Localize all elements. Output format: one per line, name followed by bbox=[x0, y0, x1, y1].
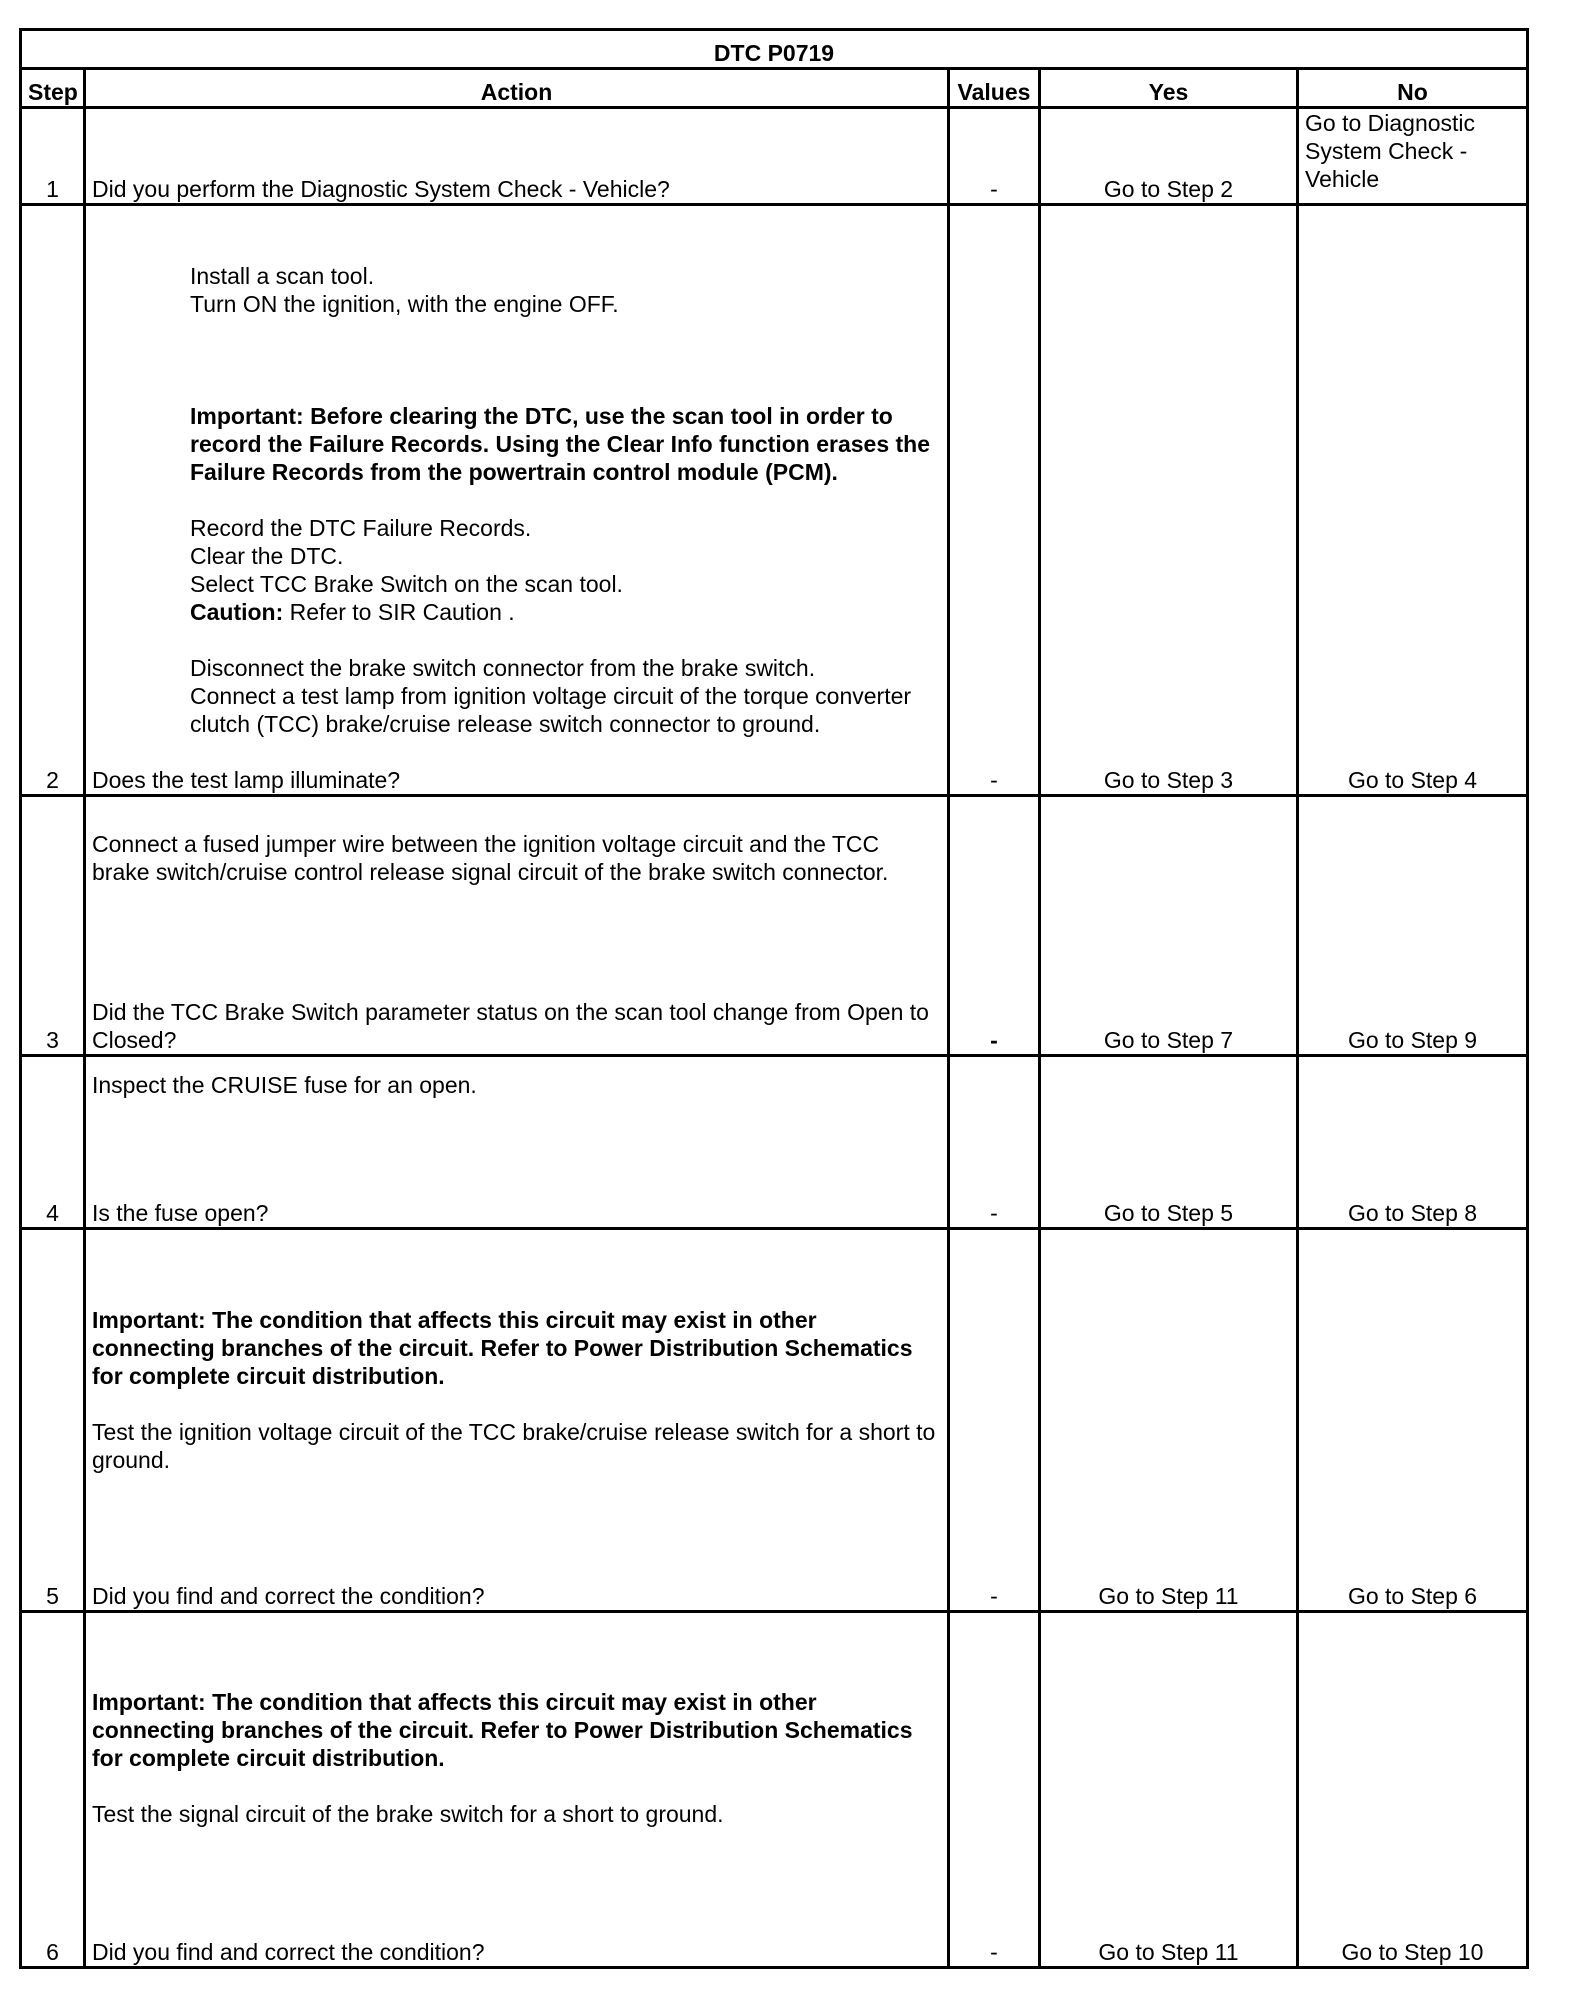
table-row-step-4 bbox=[21, 1056, 1528, 1229]
action-line: Select TCC Brake Switch on the scan tool. bbox=[190, 571, 623, 597]
action-question: Did you perform the Diagnostic System Check - Vehicle? bbox=[92, 176, 670, 202]
no-cell: Go to Step 4 bbox=[1298, 205, 1528, 796]
yes-cell: Go to Step 11 bbox=[1040, 1229, 1298, 1612]
action-line: Clear the DTC. bbox=[190, 543, 344, 569]
action-line: Turn ON the ignition, with the engine OFF. bbox=[190, 291, 619, 317]
no-cell: Go to Step 10 bbox=[1298, 1612, 1528, 1968]
header-row bbox=[21, 69, 1528, 108]
values-cell: - bbox=[949, 1056, 1040, 1229]
action-cell bbox=[85, 1229, 949, 1612]
table-row-step-2 bbox=[21, 205, 1528, 796]
action-text: Connect a fused jumper wire between the ignition voltage circuit and the TCC brake switch/cruise control release signal circuit of the brake switch connector. bbox=[92, 831, 889, 885]
caution-note bbox=[190, 598, 941, 626]
action-question: Did you find and correct the condition? bbox=[92, 1583, 485, 1609]
action-cell bbox=[85, 205, 949, 796]
header-no: No bbox=[1298, 69, 1528, 108]
action-cell bbox=[85, 108, 949, 205]
action-question: Is the fuse open? bbox=[92, 1200, 269, 1226]
yes-cell: Go to Step 2 bbox=[1040, 108, 1298, 205]
table-row-step-1 bbox=[21, 108, 1528, 205]
values-cell: - bbox=[949, 1612, 1040, 1968]
yes-cell: Go to Step 3 bbox=[1040, 205, 1298, 796]
values-cell: - bbox=[949, 108, 1040, 205]
action-question: Did you find and correct the condition? bbox=[92, 1939, 485, 1965]
no-cell: Go to Step 8 bbox=[1298, 1056, 1528, 1229]
action-line: Record the DTC Failure Records. bbox=[190, 515, 532, 541]
caution-label: Caution: bbox=[190, 599, 284, 625]
action-text: Test the ignition voltage circuit of the TCC brake/cruise release switch for a short to ground. bbox=[92, 1419, 936, 1473]
values-cell: - bbox=[949, 796, 1040, 1056]
header-step: Step bbox=[21, 69, 85, 108]
action-question: Does the test lamp illuminate? bbox=[92, 767, 401, 793]
header-yes: Yes bbox=[1040, 69, 1298, 108]
values-cell: - bbox=[949, 205, 1040, 796]
action-text: Test the signal circuit of the brake switch for a short to ground. bbox=[92, 1801, 724, 1827]
caution-text: Refer to SIR Caution . bbox=[283, 599, 515, 625]
action-line: Disconnect the brake switch connector from the brake switch. bbox=[190, 655, 816, 681]
action-line: Install a scan tool. bbox=[190, 263, 375, 289]
important-note: Important: Before clearing the DTC, use the scan tool in order to record the Failure Records. Using the Clear Info function erases the Failure Records from the powertrain control module (PCM). bbox=[190, 403, 930, 485]
no-cell: Go to Step 9 bbox=[1298, 796, 1528, 1056]
step-number: 3 bbox=[21, 796, 85, 1056]
header-values: Values bbox=[949, 69, 1040, 108]
table-row-step-5 bbox=[21, 1229, 1528, 1612]
table-row-step-3 bbox=[21, 796, 1528, 1056]
step-number: 2 bbox=[21, 205, 85, 796]
title-row bbox=[21, 30, 1528, 69]
values-cell: - bbox=[949, 1229, 1040, 1612]
step-number: 1 bbox=[21, 108, 85, 205]
yes-cell: Go to Step 5 bbox=[1040, 1056, 1298, 1229]
yes-cell: Go to Step 7 bbox=[1040, 796, 1298, 1056]
important-note: Important: The condition that affects this circuit may exist in other connecting branches of the circuit. Refer to Power Distribution Schematics for complete circuit distribution. bbox=[92, 1689, 913, 1771]
action-cell bbox=[85, 1056, 949, 1229]
step-number: 6 bbox=[21, 1612, 85, 1968]
header-action: Action bbox=[85, 69, 949, 108]
action-cell bbox=[85, 1612, 949, 1968]
step-number: 4 bbox=[21, 1056, 85, 1229]
action-question: Did the TCC Brake Switch parameter status on the scan tool change from Open to Closed? bbox=[92, 999, 929, 1053]
table-title: DTC P0719 bbox=[21, 30, 1528, 69]
no-cell: Go to Step 6 bbox=[1298, 1229, 1528, 1612]
action-text: Inspect the CRUISE fuse for an open. bbox=[92, 1072, 477, 1098]
action-line: Connect a test lamp from ignition voltage circuit of the torque converter clutch (TCC) brake/cruise release switch connector to ground. bbox=[190, 683, 912, 737]
action-procedure bbox=[92, 262, 941, 766]
important-note: Important: The condition that affects this circuit may exist in other connecting branches of the circuit. Refer to Power Distribution Schematics for complete circuit distribution. bbox=[92, 1307, 913, 1389]
no-cell: Go to Diagnostic System Check - Vehicle bbox=[1298, 108, 1528, 205]
action-cell bbox=[85, 796, 949, 1056]
table-row-step-6 bbox=[21, 1612, 1528, 1968]
dtc-table bbox=[19, 28, 1529, 1969]
yes-cell: Go to Step 11 bbox=[1040, 1612, 1298, 1968]
step-number: 5 bbox=[21, 1229, 85, 1612]
